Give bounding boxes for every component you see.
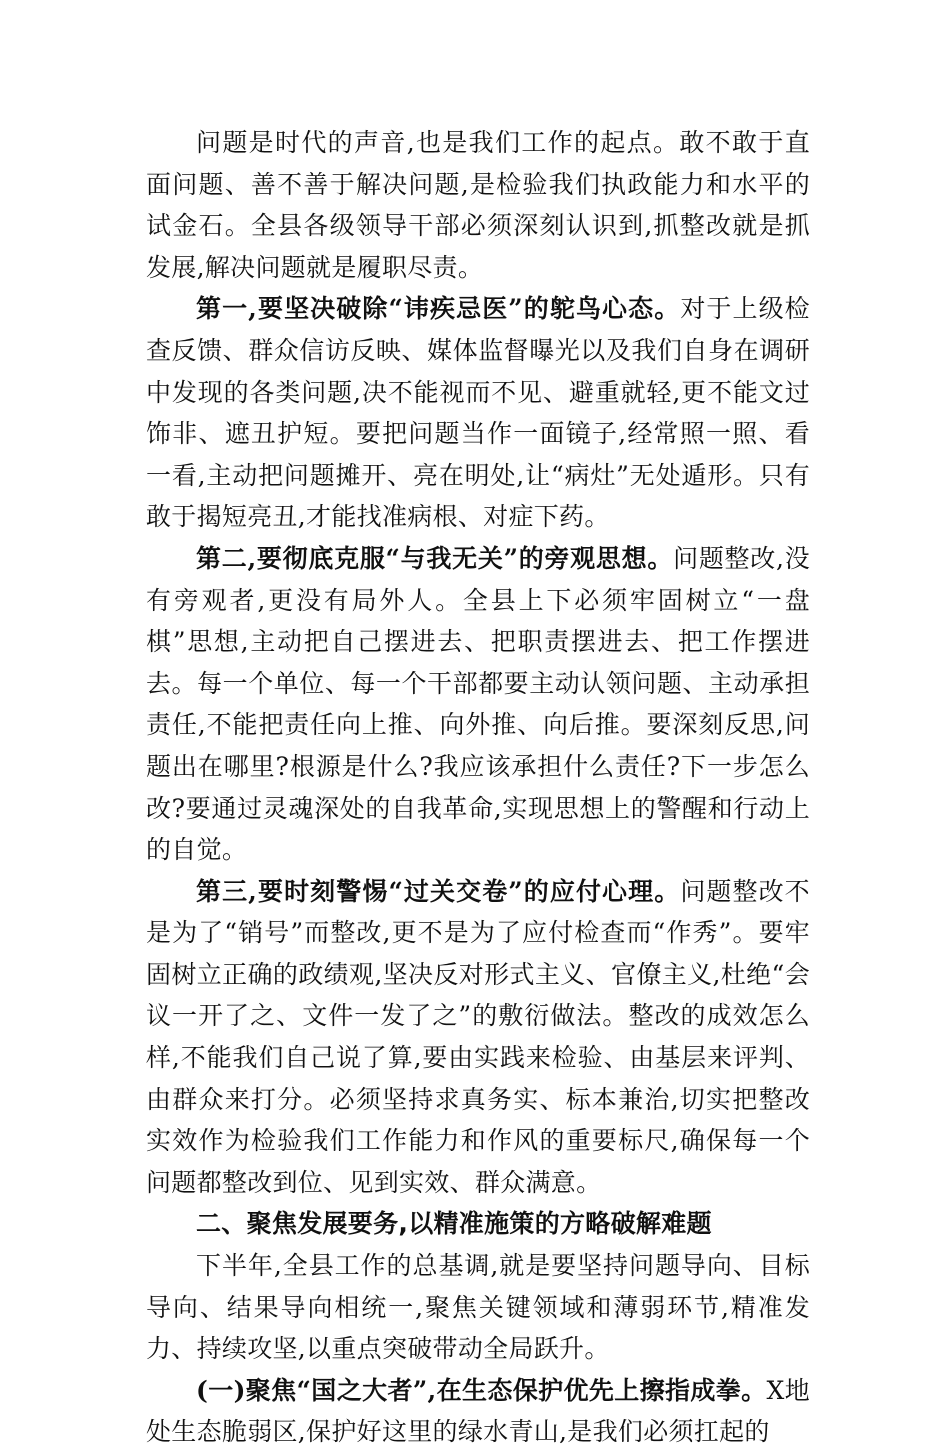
section-heading-2: 二、聚焦发展要务,以精准施策的方略破解难题 (196, 1209, 712, 1239)
second-point-body: 问题整改,没有旁观者,更没有局外人。全县上下必须牢固树立“一盘棋”思想,主动把自己摆进去、把职责摆进去、把工作摆进去。每一个单位、每一个干部都要主动认领问题、主动承担责任,不能把责任向上推、向外推、向后推。要深刻反思,问题出在哪里?根源是什么?我应该承担什么责任?下一步怎么改?要通过灵魂深处的自我革命,实现思想上的警醒和行动上的自觉。 (146, 543, 810, 865)
paragraph-first-point (146, 288, 810, 538)
paragraph-third-point (146, 871, 810, 1204)
paragraph-second-point (146, 538, 810, 871)
document-page (146, 122, 810, 1453)
paragraph-subsection-1 (146, 1370, 810, 1453)
subsection-1-lead: (一)聚焦“国之大者”,在生态保护优先上擦指成拳。 (196, 1375, 767, 1405)
paragraph-intro: 问题是时代的声音,也是我们工作的起点。敢不敢于直面问题、善不善于解决问题,是检验我们执政能力和水平的试金石。全县各级领导干部必须深刻认识到,抓整改就是抓发展,解决问题就是履职尽责。 (146, 128, 810, 282)
third-point-body: 问题整改不是为了“销号”而整改,更不是为了应付检查而“作秀”。要牢固树立正确的政绩观,坚决反对形式主义、官僚主义,杜绝“会议一开了之、文件一发了之”的敷衍做法。整改的成效怎么样,不能我们自己说了算,要由实践来检验、由基层来评判、由群众来打分。必须坚持求真务实、标本兼治,切实把整改实效作为检验我们工作能力和作风的重要标尺,确保每一个问题都整改到位、见到实效、群众满意。 (146, 876, 810, 1197)
second-point-lead: 第二,要彻底克服“与我无关”的旁观思想。 (196, 543, 674, 573)
paragraph-section-intro: 下半年,全县工作的总基调,就是要坚持问题导向、目标导向、结果导向相统一,聚焦关键领域和薄弱环节,精准发力、持续攻坚,以重点突破带动全局跃升。 (146, 1251, 810, 1364)
first-point-body: 对于上级检查反馈、群众信访反映、媒体监督曝光以及我们自身在调研中发现的各类问题,决不能视而不见、避重就轻,更不能文过饰非、遮丑护短。要把问题当作一面镜子,经常照一照、看一看,主动把问题摊开、亮在明处,让“病灶”无处遁形。只有敢于揭短亮丑,才能找准病根、对症下药。 (146, 294, 810, 532)
first-point-lead: 第一,要坚决破除“讳疾忌医”的鸵鸟心态。 (196, 294, 681, 324)
third-point-lead: 第三,要时刻警惕“过关交卷”的应付心理。 (196, 876, 681, 906)
subsection-1-body: X地处生态脆弱区,保护好这里的绿水青山,是我们必须扛起的 (146, 1375, 810, 1447)
